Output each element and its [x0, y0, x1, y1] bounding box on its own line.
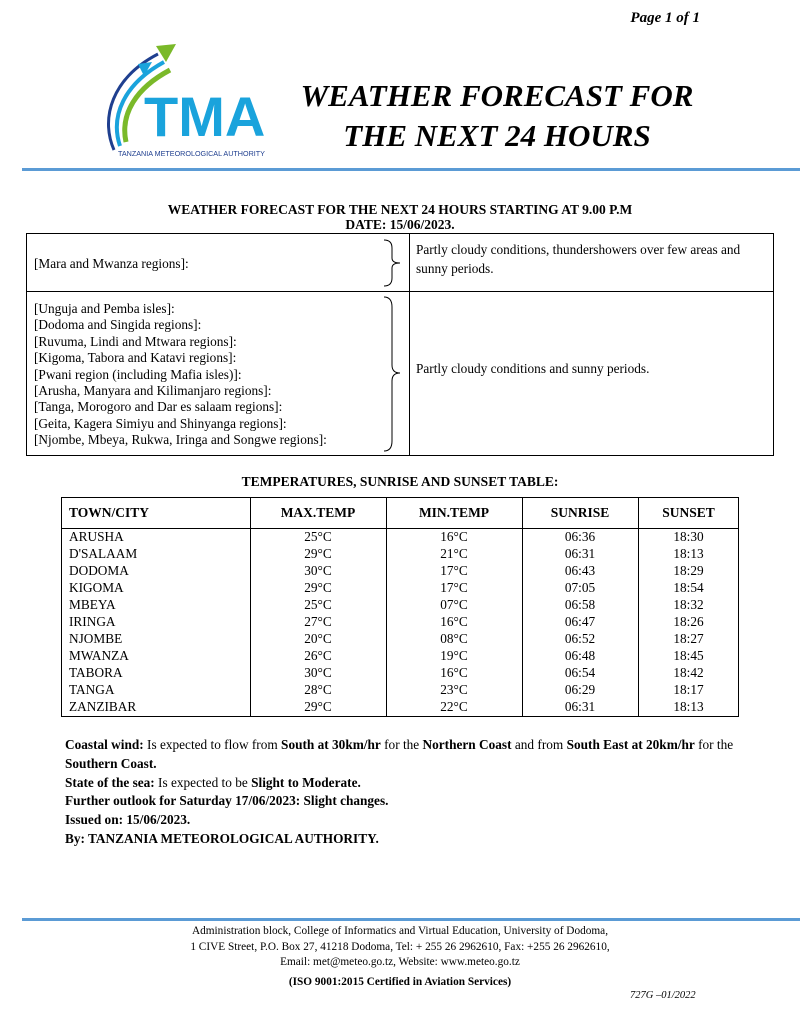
cell-town: IRINGA: [69, 613, 116, 629]
cell-min-temp: 07°C: [440, 596, 468, 612]
cell-sunrise: 06:52: [564, 630, 596, 646]
cell-min-temp: 16°C: [440, 613, 468, 629]
outlook-note: Further outlook for Saturday 17/06/2023: Slight changes.: [65, 793, 389, 809]
table-row: [62, 528, 738, 545]
title-line-2: THE NEXT 24 HOURS: [343, 118, 651, 153]
forecast-notes: [65, 736, 735, 849]
region-item: [Pwani region (including Mafia isles)]:: [34, 366, 242, 382]
cell-min-temp: 16°C: [440, 528, 468, 544]
cell-max-temp: 25°C: [304, 596, 332, 612]
cell-sunrise: 06:58: [564, 596, 596, 612]
table-row: [62, 664, 738, 681]
column-header-sunset: SUNSET: [662, 505, 715, 520]
cell-sunset: 18:17: [673, 681, 704, 697]
region-item: [Mara and Mwanza regions]:: [34, 256, 189, 271]
cell-sunrise: 06:31: [564, 545, 596, 561]
footer-address: [0, 924, 800, 971]
cell-sunrise: 06:29: [564, 681, 596, 697]
cell-max-temp: 27°C: [304, 613, 332, 629]
cell-town: MBEYA: [69, 596, 116, 612]
cell-town: NJOMBE: [69, 630, 123, 646]
column-header-min: MIN.TEMP: [418, 505, 490, 520]
region-group-1-description: Partly cloudy conditions, thundershowers over few areas and sunny periods.: [416, 242, 741, 276]
cell-town: ZANZIBAR: [69, 698, 137, 714]
table-row: [62, 613, 738, 630]
cell-sunset: 18:27: [673, 630, 704, 646]
cell-max-temp: 29°C: [304, 545, 332, 561]
page-title: [272, 76, 722, 156]
table-row: [62, 630, 738, 647]
region-group-1: [27, 234, 773, 292]
region-item: [Dodoma and Singida regions]:: [34, 317, 202, 333]
cell-min-temp: 16°C: [440, 664, 468, 680]
column-header-town: TOWN/CITY: [69, 505, 150, 520]
cell-sunset: 18:29: [673, 562, 704, 578]
cell-sunrise: 06:36: [564, 528, 596, 544]
footer-line-1: Administration block, College of Informatics and Virtual Education, University of Dodoma,: [191, 925, 609, 937]
cell-sunset: 18:54: [673, 579, 704, 595]
cell-min-temp: 19°C: [440, 647, 468, 663]
table-row: [62, 545, 738, 562]
footer-line-3: Email: met@meteo.go.tz, Website: www.meteo.go.tz: [280, 956, 520, 968]
cell-max-temp: 30°C: [304, 562, 332, 578]
region-item: [Njombe, Mbeya, Rukwa, Iringa and Songwe regions]:: [34, 432, 327, 448]
cell-min-temp: 21°C: [440, 545, 468, 561]
temperature-heading: TEMPERATURES, SUNRISE AND SUNSET TABLE:: [241, 474, 559, 489]
region-item: [Tanga, Morogoro and Dar es salaam regions]:: [34, 399, 283, 415]
cell-sunset: 18:42: [673, 664, 704, 680]
region-item: [Ruvuma, Lindi and Mtwara regions]:: [34, 333, 237, 349]
form-code: 727G –01/2022: [630, 990, 696, 1001]
regions-table: [26, 233, 774, 456]
table-row: [62, 647, 738, 664]
region-group-2: [27, 291, 773, 456]
cell-max-temp: 28°C: [304, 681, 332, 697]
forecast-heading: [0, 202, 800, 232]
brace-icon: [380, 238, 406, 288]
cell-sunrise: 06:43: [564, 562, 596, 578]
cell-town: TANGA: [69, 681, 115, 697]
cell-min-temp: 23°C: [440, 681, 468, 697]
cell-max-temp: 30°C: [304, 664, 332, 680]
table-row: [62, 596, 738, 613]
cell-sunrise: 06:54: [564, 664, 596, 680]
footer-rule: [22, 918, 800, 921]
temperature-table: [61, 497, 739, 717]
header-rule: [22, 168, 800, 171]
region-item: [Arusha, Manyara and Kilimanjaro regions]:: [34, 383, 272, 399]
cell-town: TABORA: [69, 664, 123, 680]
cell-sunset: 18:32: [673, 596, 704, 612]
iso-certification: (ISO 9001:2015 Certified in Aviation Services): [288, 976, 512, 988]
coastal-wind-note: Coastal wind: Is expected to flow from South at 30km/hr for the Northern Coast and from South East at 20km/hr for the Southern Coast.: [65, 737, 734, 771]
cell-sunset: 18:26: [673, 613, 704, 629]
column-header-max: MAX.TEMP: [280, 505, 356, 520]
cell-sunrise: 07:05: [564, 579, 596, 595]
brace-icon: [380, 295, 406, 453]
cell-sunset: 18:30: [673, 528, 704, 544]
region-item: [Geita, Kagera Simiyu and Shinyanga regions]:: [34, 415, 287, 431]
region-item: [Unguja and Pemba isles]:: [34, 301, 175, 316]
cell-sunset: 18:45: [673, 647, 704, 663]
issuer-note: By: TANZANIA METEOROLOGICAL AUTHORITY.: [65, 830, 379, 846]
column-header-sunrise: SUNRISE: [550, 505, 610, 520]
cell-town: MWANZA: [69, 647, 129, 663]
cell-town: ARUSHA: [69, 528, 124, 544]
region-list: [34, 301, 327, 449]
cell-sunset: 18:13: [673, 545, 704, 561]
region-group-2-description: Partly cloudy conditions and sunny periods.: [416, 361, 650, 376]
cell-town: DODOMA: [69, 562, 129, 578]
issued-note: Issued on: 15/06/2023.: [65, 812, 191, 828]
cell-max-temp: 20°C: [304, 630, 332, 646]
cell-sunset: 18:13: [673, 698, 704, 714]
tma-logo: [100, 38, 270, 164]
cell-min-temp: 08°C: [440, 630, 468, 646]
table-row: [62, 698, 738, 715]
logo-letters: TMA: [144, 85, 266, 148]
cell-sunrise: 06:31: [564, 698, 596, 714]
forecast-heading-text: WEATHER FORECAST FOR THE NEXT 24 HOURS STARTING AT 9.00 P.M: [167, 202, 633, 217]
footer-line-2: 1 CIVE Street, P.O. Box 27, 41218 Dodoma, Tel: + 255 26 2962610, Fax: +255 26 2962610,: [190, 940, 610, 953]
logo-caption: TANZANIA METEOROLOGICAL AUTHORITY: [118, 149, 265, 158]
title-line-1: WEATHER FORECAST FOR: [300, 78, 694, 113]
table-row: [62, 562, 738, 579]
cell-town: D'SALAAM: [69, 545, 138, 561]
cell-max-temp: 29°C: [304, 579, 332, 595]
table-row: [62, 579, 738, 596]
table-row: [62, 681, 738, 698]
cell-sunrise: 06:47: [564, 613, 596, 629]
region-item: [Kigoma, Tabora and Katavi regions]:: [34, 350, 237, 366]
cell-max-temp: 29°C: [304, 698, 332, 714]
forecast-date: DATE: 15/06/2023.: [345, 217, 455, 232]
table-header-row: [62, 498, 738, 529]
sea-state-note: State of the sea: Is expected to be Slight to Moderate.: [65, 774, 361, 790]
cell-max-temp: 25°C: [304, 528, 332, 544]
cell-min-temp: 17°C: [440, 579, 468, 595]
cell-min-temp: 17°C: [440, 562, 468, 578]
cell-sunrise: 06:48: [564, 647, 596, 663]
cell-town: KIGOMA: [69, 579, 124, 595]
cell-min-temp: 22°C: [440, 698, 468, 714]
cell-max-temp: 26°C: [304, 647, 332, 663]
page-number: Page 1 of 1: [630, 10, 700, 26]
